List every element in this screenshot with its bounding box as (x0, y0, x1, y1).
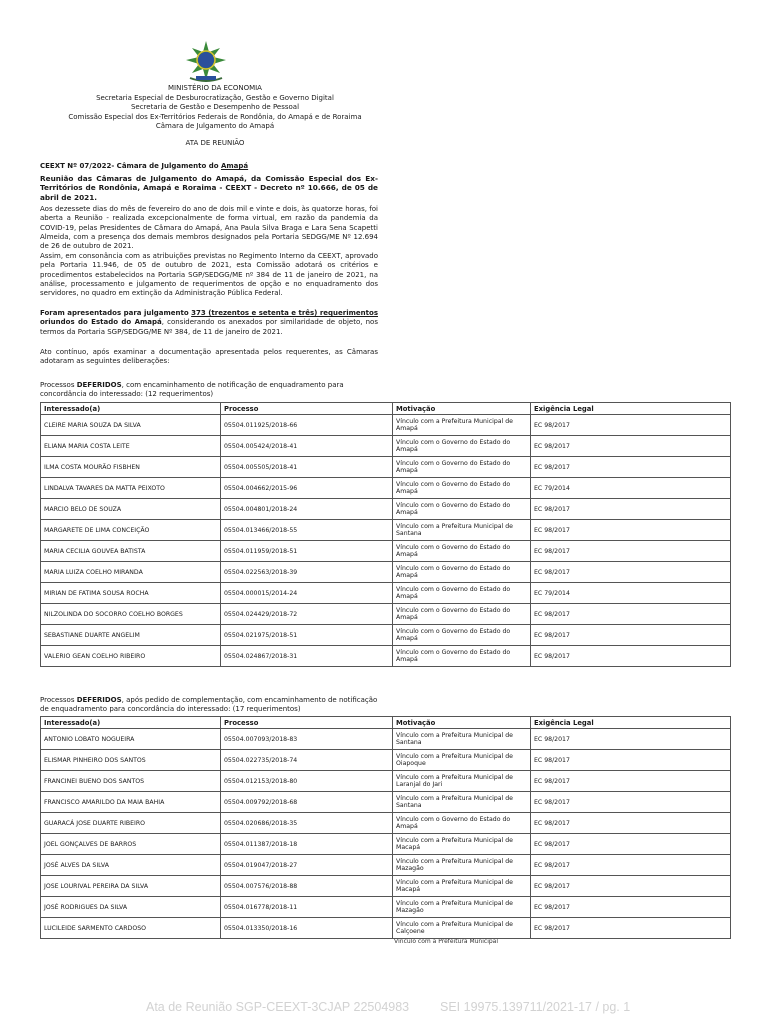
ceext-title-link: Amapá (220, 162, 249, 170)
cell-interessado: NILZOLINDA DO SOCORRO COELHO BORGES (41, 604, 221, 625)
cell-interessado: ANTONIO LOBATO NOGUEIRA (41, 729, 221, 750)
cell-motivacao: Vínculo com o Governo do Estado do Amapá (393, 478, 531, 499)
table-row (41, 562, 731, 583)
cell-interessado: JOEL GONÇALVES DE BARROS (41, 834, 221, 855)
cell-processo: 05504.020686/2018-35 (221, 813, 393, 834)
cell-motivacao: Vínculo com a Prefeitura Municipal de Calçoene (393, 918, 531, 939)
table-row (41, 792, 731, 813)
cell-motivacao: Vínculo com a Prefeitura Municipal de Santana (393, 729, 531, 750)
table-row (41, 478, 731, 499)
table-row (41, 604, 731, 625)
cell-interessado: MARIA CECILIA GOUVEA BATISTA (41, 541, 221, 562)
cell-processo: 05504.007576/2018-88 (221, 876, 393, 897)
brazil-coat-of-arms-icon (182, 40, 230, 84)
cell-processo: 05504.016778/2018-11 (221, 897, 393, 918)
cell-exigencia: EC 98/2017 (531, 813, 731, 834)
table-row (41, 625, 731, 646)
cell-motivacao: Vínculo com o Governo do Estado do Amapá (393, 457, 531, 478)
cell-exigencia: EC 98/2017 (531, 855, 731, 876)
cell-processo: 05504.011959/2018-51 (221, 541, 393, 562)
cell-exigencia: EC 98/2017 (531, 834, 731, 855)
table-header-row (41, 403, 731, 415)
intro1-bold: DEFERIDOS (76, 381, 122, 389)
table-row (41, 834, 731, 855)
header-interessado: Interessado(a) (41, 403, 221, 415)
cell-exigencia: EC 98/2017 (531, 876, 731, 897)
table-row (41, 415, 731, 436)
cell-processo: 05504.007093/2018-83 (221, 729, 393, 750)
paragraph-opening: Aos dezessete dias do mês de fevereiro do ano de dois mil e vinte e dois, às quatorze horas, foi aberta a Reunião - realizada excepcionalmente de forma virtual, em razão da pandemia da COVID-19, pelas Presidentes de Câmara do Amapá, Ana Paula Silva Braga e Lara Sena Scapetti Almeida, com a presença dos demais membros designados pela Portaria SEDGG/ME Nº 12.694 de 26 de outubro de 2021. (40, 205, 378, 251)
cell-interessado: JOSÉ RODRIGUES DA SILVA (41, 897, 221, 918)
cell-motivacao: Vínculo com a Prefeitura Municipal de Santana (393, 520, 531, 541)
table-row (41, 771, 731, 792)
cell-exigencia: EC 98/2017 (531, 415, 731, 436)
cell-exigencia: EC 98/2017 (531, 541, 731, 562)
ceext-title-prefix: CEEXT Nº 07/2022- Câmara de Julgamento do (40, 162, 221, 170)
cell-exigencia: EC 79/2014 (531, 478, 731, 499)
cell-exigencia: EC 98/2017 (531, 792, 731, 813)
p3-part3: oriundos do Estado do Amapá (40, 318, 162, 327)
cell-exigencia: EC 98/2017 (531, 625, 731, 646)
cell-interessado: MIRIAN DE FATIMA SOUSA ROCHA (41, 583, 221, 604)
header-motivacao: Motivação (393, 403, 531, 415)
table-row (41, 897, 731, 918)
intro2-bold: DEFERIDOS (76, 696, 122, 704)
table-row (41, 436, 731, 457)
cell-interessado: FRANCINEI BUENO DOS SANTOS (41, 771, 221, 792)
cell-motivacao: Vínculo com a Prefeitura Municipal de Macapá (393, 834, 531, 855)
cell-motivacao: Vínculo com o Governo do Estado do Amapá (393, 436, 531, 457)
table-row (41, 729, 731, 750)
cell-processo: 05504.013350/2018-16 (221, 918, 393, 939)
cell-processo: 05504.019047/2018-27 (221, 855, 393, 876)
cell-interessado: CLEIRE MARIA SOUZA DA SILVA (41, 415, 221, 436)
cell-processo: 05504.005505/2018-41 (221, 457, 393, 478)
header-interessado: Interessado(a) (41, 717, 221, 729)
intro2-suffix: , após pedido de complementação, com encaminhamento de notificação de enquadramento para concordância do interessado: (17 requerimentos) (40, 696, 378, 714)
cell-exigencia: EC 98/2017 (531, 729, 731, 750)
table-row (41, 813, 731, 834)
cell-interessado: LUCILEIDE SARMENTO CARDOSO (41, 918, 221, 939)
cell-motivacao: Vínculo com a Prefeitura Municipal de Oiapoque (393, 750, 531, 771)
cell-motivacao: Vínculo com a Prefeitura Municipal de Macapá (393, 876, 531, 897)
cell-exigencia: EC 98/2017 (531, 499, 731, 520)
cell-interessado: JOSÉ ALVES DA SILVA (41, 855, 221, 876)
cell-motivacao: Vínculo com o Governo do Estado do Amapá (393, 604, 531, 625)
cell-exigencia: EC 98/2017 (531, 646, 731, 667)
cell-motivacao: Vínculo com o Governo do Estado do Amapá (393, 541, 531, 562)
p3-part1: Foram apresentados para julgamento (40, 309, 192, 317)
header-line2: Secretaria Especial de Desburocratização, Gestão e Governo Digital (96, 93, 334, 102)
cell-processo: 05504.022735/2018-74 (221, 750, 393, 771)
paragraph-regulation: Assim, em consonância com as atribuições previstas no Regimento Interno da CEEXT, aprovado pela Portaria 11.946, de 05 de outubro de 2021, esta Comissão adotará os critérios e procedimentos estabelecidos na Portaria SGP/SEDGG/ME nº 384 de 11 de janeiro de 2021, na análise, processamento e julgamento de requerimentos de opção e no enquadramento dos servidores, no quadro em extinção da Administração Pública Federal. (40, 252, 378, 298)
table-row (41, 520, 731, 541)
intro1-suffix: , com encaminhamento de notificação de enquadramento para concordância do interessado: (12 requerimentos) (40, 381, 344, 399)
cell-exigencia: EC 98/2017 (531, 897, 731, 918)
table-row (41, 583, 731, 604)
table-row (41, 499, 731, 520)
meeting-heading: Reunião das Câmaras de Julgamento do Amapá, da Comissão Especial dos Ex-Territórios de Rondônia, Amapá e Roraima - CEEXT - Decreto nº 10.666, de 05 de abril de 2021. (40, 174, 378, 202)
cell-interessado: MARIA LUIZA COELHO MIRANDA (41, 562, 221, 583)
table2-intro (40, 696, 385, 715)
cell-motivacao: Vínculo com o Governo do Estado do Amapá (393, 813, 531, 834)
cell-motivacao: Vínculo com o Governo do Estado do Amapá (393, 646, 531, 667)
header-line5: Câmara de Julgamento do Amapá (155, 122, 275, 130)
cell-processo: 05504.005424/2018-41 (221, 436, 393, 457)
cell-motivacao: Vínculo com a Prefeitura Municipal de Mazagão (393, 897, 531, 918)
table-row (41, 646, 731, 667)
cell-processo: 05504.009792/2018-68 (221, 792, 393, 813)
header-motivacao: Motivação (393, 717, 531, 729)
cell-exigencia: EC 98/2017 (531, 918, 731, 939)
cell-motivacao: Vínculo com a Prefeitura Municipal de Santana (393, 792, 531, 813)
cell-interessado: LINDALVA TAVARES DA MATTA PEIXOTO (41, 478, 221, 499)
cell-exigencia: EC 98/2017 (531, 750, 731, 771)
cell-interessado: MARCIO BELO DE SOUZA (41, 499, 221, 520)
cell-exigencia: EC 98/2017 (531, 562, 731, 583)
header-line4: Comissão Especial dos Ex-Territórios Federais de Rondônia, do Amapá e de Roraima (68, 112, 362, 121)
table-header-row (41, 717, 731, 729)
cell-interessado: ELISMAR PINHEIRO DOS SANTOS (41, 750, 221, 771)
cell-processo: 05504.013466/2018-55 (221, 520, 393, 541)
footer-document-id: Ata de Reunião SGP-CEEXT-3CJAP 22504983 (146, 1000, 410, 1014)
table-row (41, 541, 731, 562)
cell-interessado: SEBASTIANE DUARTE ANGELIM (41, 625, 221, 646)
table-row (41, 750, 731, 771)
cell-processo: 05504.000015/2014-24 (221, 583, 393, 604)
cell-processo: 05504.011387/2018-18 (221, 834, 393, 855)
document-header (40, 84, 390, 132)
cell-exigencia: EC 98/2017 (531, 520, 731, 541)
cell-interessado: FRANCISCO AMARILDO DA MAIA BAHIA (41, 792, 221, 813)
cell-motivacao: Vínculo com o Governo do Estado do Amapá (393, 625, 531, 646)
cell-motivacao: Vínculo com o Governo do Estado do Amapá (393, 583, 531, 604)
ceext-title (40, 162, 378, 171)
cell-processo: 05504.011925/2018-66 (221, 415, 393, 436)
cell-interessado: VALERIO GEAN COELHO RIBEIRO (41, 646, 221, 667)
cell-motivacao: Vínculo com a Prefeitura Municipal de Amapá (393, 415, 531, 436)
deferidos-complementacao-table (40, 716, 731, 939)
header-line3: Secretaria de Gestão e Desempenho de Pessoal (130, 103, 300, 111)
footer-sei-page: SEI 19975.139711/2021-17 / pg. 1 (440, 1000, 631, 1014)
cell-processo: 05504.022563/2018-39 (221, 562, 393, 583)
cell-motivacao: Vínculo com o Governo do Estado do Amapá (393, 562, 531, 583)
cell-processo: 05504.024867/2018-31 (221, 646, 393, 667)
header-processo: Processo (221, 403, 393, 415)
paragraph-deliberations: Ato contínuo, após examinar a documentação apresentada pelos requerentes, as Câmaras adotaram as seguintes deliberações: (40, 348, 378, 366)
header-exigencia: Exigência Legal (531, 403, 731, 415)
table-row (41, 855, 731, 876)
p3-part2: 373 (trezentos e setenta e três) requerimentos (191, 309, 378, 317)
table-row (41, 876, 731, 897)
header-ministry: MINISTÉRIO DA ECONOMIA (168, 84, 262, 92)
cell-exigencia: EC 98/2017 (531, 604, 731, 625)
cell-processo: 05504.024429/2018-72 (221, 604, 393, 625)
table-row (41, 457, 731, 478)
cell-interessado: JOSE LOURIVAL PEREIRA DA SILVA (41, 876, 221, 897)
cutoff-row-text: Vínculo com a Prefeitura Municipal (394, 939, 499, 945)
cell-exigencia: EC 79/2014 (531, 583, 731, 604)
intro2-prefix: Processos (40, 696, 77, 704)
cell-motivacao: Vínculo com a Prefeitura Municipal de Mazagão (393, 855, 531, 876)
cell-processo: 05504.004662/2015-96 (221, 478, 393, 499)
header-exigencia: Exigência Legal (531, 717, 731, 729)
deferidos-table (40, 402, 731, 667)
cell-processo: 05504.021975/2018-51 (221, 625, 393, 646)
cell-interessado: ELIANA MARIA COSTA LEITE (41, 436, 221, 457)
cell-interessado: MARGARETE DE LIMA CONCEIÇÃO (41, 520, 221, 541)
p3-part4: , considerando os anexados por similaridade de objeto, nos termos da Portaria SGP/SEDGG/ME Nº 384, de 11 de janeiro de 2021. (40, 318, 378, 336)
cell-processo: 05504.004801/2018-24 (221, 499, 393, 520)
table1-intro (40, 381, 385, 400)
cell-motivacao: Vínculo com o Governo do Estado do Amapá (393, 499, 531, 520)
cell-interessado: GUARACÁ JOSE DUARTE RIBEIRO (41, 813, 221, 834)
cell-exigencia: EC 98/2017 (531, 771, 731, 792)
cell-exigencia: EC 98/2017 (531, 457, 731, 478)
cell-exigencia: EC 98/2017 (531, 436, 731, 457)
intro1-prefix: Processos (40, 381, 77, 389)
ata-title: ATA DE REUNIÃO (185, 139, 245, 147)
header-processo: Processo (221, 717, 393, 729)
cell-interessado: ILMA COSTA MOURÃO FISBHEN (41, 457, 221, 478)
table-row (41, 918, 731, 939)
paragraph-requirements (40, 309, 378, 337)
cell-motivacao: Vínculo com a Prefeitura Municipal de Laranjal do Jari (393, 771, 531, 792)
cell-processo: 05504.012153/2018-80 (221, 771, 393, 792)
